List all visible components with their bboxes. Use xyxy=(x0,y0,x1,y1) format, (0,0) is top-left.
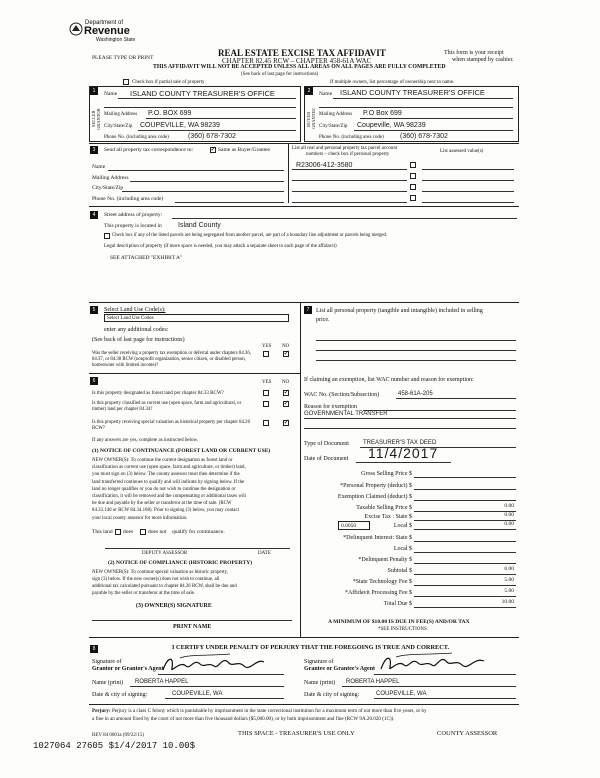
local-rate[interactable]: 0.0050 xyxy=(338,521,370,530)
qualify-label: qualify for continuance. xyxy=(172,529,225,535)
processing-fee[interactable]: 5.00 xyxy=(504,588,514,594)
minimum-due-note: A MINIMUM OF $10.00 IS DUE IN FEE(S) AND/OR TAX xyxy=(328,619,470,625)
parcel-number[interactable]: R23006-412-3580 xyxy=(296,162,353,169)
form-title: REAL ESTATE EXCISE TAX AFFIDAVIT xyxy=(218,48,386,58)
personal-property-label: List all personal property (tangible and intangible) included in selling xyxy=(316,308,483,314)
property-county[interactable]: Island County xyxy=(178,222,221,229)
seller-mail[interactable]: P.O. BOX 699 xyxy=(148,110,192,117)
parcel-header-2: numbers – check box if personal property xyxy=(306,152,390,157)
legal-description-label: Legal description of property (if more space is needed, you may attach a separate sheet to each page of the affidavit) xyxy=(104,244,337,249)
land-use-label: Select Land Use Code(s): xyxy=(104,307,166,313)
s6-yes-header: YES xyxy=(262,380,272,385)
delinquent-local-label: Local $ xyxy=(393,546,412,552)
wac-label: WAC No. (Section/Subsection) xyxy=(304,392,380,398)
notice-continuance-line-2: classification as current use (open space, farm and agriculture, or timber) land, xyxy=(92,465,246,471)
certify-statement: I CERTIFY UNDER PENALTY OF PERJURY THAT THE FOREGOING IS TRUE AND CORRECT. xyxy=(172,644,450,651)
excise-state-label: Excise Tax : State $ xyxy=(364,514,412,520)
total-due-label: Total Due $ xyxy=(383,601,412,607)
see-back-note: (See back of last page for instructions) xyxy=(241,72,319,77)
document-type[interactable]: TREASURER'S TAX DEED xyxy=(363,440,437,446)
seller-phone-label: Phone No. (including area code) xyxy=(104,135,169,140)
section-7-tag: 7 xyxy=(304,306,312,314)
s3-name-label: Name xyxy=(92,164,106,170)
does-not-label: does not xyxy=(148,529,167,535)
perjury-text-2: a fine in an amount fixed by the court of not more than five thousand dollars ($5,000.00), or by both imprisonment and fine (RCW 9A.20.020 (1C)). xyxy=(92,716,395,722)
seller-city-label: City/State/Zip xyxy=(104,124,133,129)
current-use-question: Is this property classified as current use (open space, farm and agricultural, or timber) land per chapter 84.34? xyxy=(92,401,242,412)
deputy-date-label: DATE xyxy=(258,551,271,556)
tech-fee[interactable]: 5.00 xyxy=(504,577,514,583)
parcel-header-1: List all real and personal property tax parcel account xyxy=(292,146,398,151)
grantor-name[interactable]: ROBERTA HAPPEL xyxy=(135,679,189,685)
receipt-note-1: This form is your receipt xyxy=(444,50,504,56)
notice-continuance-line-5: land no longer qualifies or you do not wish to continue the designation or xyxy=(92,486,236,492)
same-as-buyer-checkbox[interactable] xyxy=(210,147,216,153)
seller-city[interactable]: COUPEVILLE, WA 98239 xyxy=(140,122,220,129)
grantee-city[interactable]: COUPEVILLE, WA xyxy=(376,691,427,697)
seller-name-label: Name xyxy=(104,91,118,97)
grantor-signature[interactable] xyxy=(160,652,270,676)
exemption-claim-label: If claiming an exemption, list WAC number and reason for exemption: xyxy=(304,377,474,383)
send-correspondence-label: Send all property tax correspondence to: xyxy=(104,147,194,153)
grantee-name-label: Name (print) xyxy=(304,680,336,686)
forest-land-no[interactable] xyxy=(283,390,289,396)
s3-mail-label: Mailing Address xyxy=(92,175,129,181)
partial-sale-checkbox[interactable] xyxy=(123,79,129,85)
excise-local[interactable]: 0.00 xyxy=(504,521,514,527)
forest-land-yes[interactable] xyxy=(263,390,269,396)
dept-line1: Department of xyxy=(85,20,124,26)
section-3-tag: 3 xyxy=(90,146,98,154)
assessed-header: List assessed value(s) xyxy=(440,149,484,154)
historic-yes[interactable] xyxy=(263,420,269,426)
grantee-sig-label-2: Grantee or Grantee's Agent xyxy=(304,666,376,672)
s5-exemption-no[interactable] xyxy=(283,351,289,357)
owner-signature-label: (3) OWNER(S) SIGNATURE xyxy=(136,603,212,609)
rev-number: REV 84 0001a (09/22/15) xyxy=(92,733,144,738)
document-date[interactable]: 11/4/2017 xyxy=(368,445,439,461)
delinquent-penalty-label: *Delinquent Penalty $ xyxy=(358,557,412,563)
s5-yes-header: YES xyxy=(262,344,272,349)
forest-land-question: Is this property designated as forest land per chapter 84.33 RCW? xyxy=(92,391,224,396)
buyer-mail-label: Mailing Address xyxy=(319,112,353,117)
notice-compliance-line-3: additional tax calculated pursuant to chapter 84.26 RCW, shall be due and xyxy=(92,584,237,589)
buyer-name[interactable]: ISLAND COUNTY TREASURER'S OFFICE xyxy=(340,88,485,97)
does-checkbox[interactable] xyxy=(115,529,121,535)
see-instructions-note: *SEE INSTRUCTIONS xyxy=(378,627,427,632)
does-not-checkbox[interactable] xyxy=(140,529,146,535)
perjury-text-1: Perjury is a class C felony which is punishable by imprisonment in the state correctional institution for a maximum term of not more than five years, or by xyxy=(111,708,427,714)
buyer-name-label: Name xyxy=(319,91,333,97)
treasurer-use-label: THIS SPACE - TREASURER'S USE ONLY xyxy=(238,730,355,737)
subtotal[interactable]: 0.00 xyxy=(504,566,514,572)
receipt-note-2: when stamped by cashier. xyxy=(452,57,514,63)
receipt-stamp: 1027064 27605 $1/4/2017 10.00$ xyxy=(33,741,196,751)
s5-exemption-yes[interactable] xyxy=(263,351,269,357)
grantor-name-label: Name (print) xyxy=(92,680,124,686)
delinquent-state-label: *Delinquent Interest: State $ xyxy=(343,535,412,541)
section-8-tag: 8 xyxy=(90,645,98,653)
section-6-tag: 6 xyxy=(90,377,98,385)
street-address-label: Street address of property: xyxy=(104,212,163,218)
grantor-sig-label-2: Grantor or Grantor's Agent xyxy=(92,666,164,672)
current-use-no[interactable] xyxy=(283,401,289,407)
parcel-1-personal-checkbox[interactable] xyxy=(410,162,416,168)
multiple-owners-note: If multiple owners, list percentage of ownership next to name. xyxy=(330,80,455,85)
instructed-note: If any answers are yes, complete as instructed below. xyxy=(92,438,199,443)
notice-continuance-line-1: NEW OWNER(S): To continue the current designation as forest land or xyxy=(92,458,233,463)
legal-description-value[interactable]: SEE ATTACHED "EXHIBIT A" xyxy=(110,255,183,261)
perjury-label: Perjury: xyxy=(92,708,111,714)
seller-phone[interactable]: (360) 678-7302 xyxy=(188,133,236,140)
section-1-tag: 1 xyxy=(90,87,98,95)
section-5-tag: 5 xyxy=(90,306,98,314)
buyer-city[interactable]: Coupeville, WA 98239 xyxy=(357,122,426,129)
s6-no-header: NO xyxy=(282,380,290,385)
grantor-city[interactable]: COUPEVILLE, WA xyxy=(172,691,223,697)
grantee-date-label: Date & city of signing: xyxy=(304,692,360,698)
perjury-line-1 xyxy=(92,709,427,714)
exemption-reason[interactable]: GOVERNMENTAL TRANSFER xyxy=(304,411,388,417)
dept-line3: Washington State xyxy=(96,37,136,43)
notice-compliance-line-2: sign (3) below. If the new owner(s) does not wish to continue, all xyxy=(92,577,220,582)
subtotal-label: Subtotal $ xyxy=(387,568,412,574)
doc-type-label: Type of Document xyxy=(304,441,349,447)
segregate-label: Check box if any of the listed parcels are being segregated from another parcel, are part of a boundary line adjustment or parcels being merged. xyxy=(112,233,388,238)
current-use-yes[interactable] xyxy=(263,401,269,407)
historic-no[interactable] xyxy=(283,420,289,426)
notice-compliance-text xyxy=(92,569,237,597)
doc-date-label: Date of Document xyxy=(304,456,349,462)
buyer-phone[interactable]: (360) 678-7302 xyxy=(400,133,448,140)
notice-compliance-title: (2) NOTICE OF COMPLIANCE (HISTORIC PROPERTY) xyxy=(108,560,253,566)
seller-name[interactable]: ISLAND COUNTY TREASURER'S OFFICE xyxy=(130,89,275,98)
s5-see-back: (See back of last page for instructions) xyxy=(92,337,185,343)
section-2-tag: 2 xyxy=(305,87,313,95)
grantee-signature[interactable] xyxy=(378,651,490,675)
taxable-price[interactable]: 0.00 xyxy=(504,503,514,509)
buyer-city-label: City/State/Zip xyxy=(319,124,348,129)
grantor-sig-label-1: Signature of xyxy=(92,659,122,665)
type-print-note: PLEASE TYPE OR PRINT xyxy=(92,55,154,61)
personal-property-deduct-label: *Personal Property (deduct) $ xyxy=(340,483,412,489)
county-assessor-label: COUNTY ASSESSOR xyxy=(437,730,498,737)
seller-side-label: SELLER GRANTOR xyxy=(91,108,101,130)
gross-price-label: Gross Selling Price $ xyxy=(361,471,412,477)
form-warning: THIS AFFIDAVIT WILL NOT BE ACCEPTED UNLESS ALL AREAS ON ALL PAGES ARE FULLY COMPLETED xyxy=(153,64,446,70)
dor-logo-icon xyxy=(69,22,83,36)
notice-continuance-title: (1) NOTICE OF CONTINUANCE (FOREST LAND OR CURRENT USE) xyxy=(92,448,271,454)
historic-question: Is this property receiving special valuation as historical property per chapter 84.26 RCW? xyxy=(92,420,250,431)
notice-compliance-line-1: NEW OWNER(S): To continue special valuation as historic property, xyxy=(92,570,228,575)
notice-continuance-line-6: classification, it will be removed and the compensating or additional taxes will xyxy=(92,494,247,500)
this-land-label: This land xyxy=(92,529,113,535)
notice-compliance-line-4: payable by the seller or transferor at the time of sale. xyxy=(92,591,196,596)
partial-sale-label: Check box if partial sale of property xyxy=(132,80,205,85)
seller-mail-label: Mailing Address xyxy=(104,112,138,117)
buyer-side-label: BUYER GRANTEE xyxy=(306,108,316,130)
excise-state[interactable]: 0.00 xyxy=(504,512,514,518)
notice-continuance-line-8: 84.33.140 or RCW 84.34.108). Prior to signing (3) below, you may contact xyxy=(92,508,239,514)
taxable-price-label: Taxable Selling Price $ xyxy=(356,505,412,511)
notice-continuance-line-3: you must sign on (3) below. The county assessor must then determine if the xyxy=(92,472,240,478)
personal-property-label-2: price. xyxy=(316,317,330,323)
deputy-assessor-label: DEPUTY ASSESSOR xyxy=(142,551,188,556)
parcel-4-personal-checkbox[interactable] xyxy=(410,195,416,201)
form-chapter: CHAPTER 82.45 RCW – CHAPTER 458-61A WAC xyxy=(222,57,372,65)
land-use-select[interactable]: Select Land Use Codes xyxy=(104,314,289,322)
parcel-3-personal-checkbox[interactable] xyxy=(410,184,416,190)
s3-phone-label: Phone No. (including area code) xyxy=(92,196,164,202)
s3-city-label: City/State/Zip xyxy=(92,185,124,191)
grantor-date-label: Date & city of signing: xyxy=(92,692,148,698)
notice-continuance-line-9: your local county assessor for more information. xyxy=(92,515,188,521)
s5-no-header: NO xyxy=(282,344,290,349)
exemption-claimed-label: Exemption Claimed (deduct) $ xyxy=(337,494,412,500)
dept-line2: Revenue xyxy=(84,25,130,37)
wac-number[interactable]: 458-61A-205 xyxy=(398,391,433,397)
print-name-label: PRINT NAME xyxy=(173,624,212,630)
processing-fee-label: *Affidavit Processing Fee $ xyxy=(344,590,412,596)
tech-fee-label: *State Technology Fee $ xyxy=(352,579,412,585)
buyer-mail[interactable]: P.O Box 699 xyxy=(363,110,402,117)
same-as-buyer-label: Same as Buyer/Grantee xyxy=(218,147,270,153)
section-4-tag: 4 xyxy=(90,211,98,219)
notice-continuance-line-7: be due and payable by the seller or transferor at the time of sale. (RCW xyxy=(92,501,232,507)
buyer-phone-label: Phone No. (including area code) xyxy=(319,135,384,140)
reason-label: Reason for exemption xyxy=(304,404,357,410)
parcel-2-personal-checkbox[interactable] xyxy=(410,173,416,179)
notice-continuance-line-4: land transferred continues to qualify and will indicate by signing below. If the xyxy=(92,479,245,485)
grantee-name[interactable]: ROBERTA HAPPEL xyxy=(346,679,400,685)
does-label: does xyxy=(123,529,134,535)
total-due[interactable]: 10.00 xyxy=(501,599,514,605)
grantee-sig-label-1: Signature of xyxy=(304,659,334,665)
notice-continuance-text xyxy=(92,457,246,522)
located-in-label: This property is located in xyxy=(104,223,162,229)
additional-codes-label: enter any additional codes: xyxy=(104,327,169,333)
segregate-checkbox[interactable] xyxy=(104,233,110,239)
excise-local-label: Local $ xyxy=(393,523,412,529)
exemption-question: Was the seller receiving a property tax exemption or deferral under chapters 84.36, 84.37, or 84.38 RCW (nonprofit organization, senior citizen, or disabled person, homeowner with limited income)? xyxy=(92,351,251,368)
